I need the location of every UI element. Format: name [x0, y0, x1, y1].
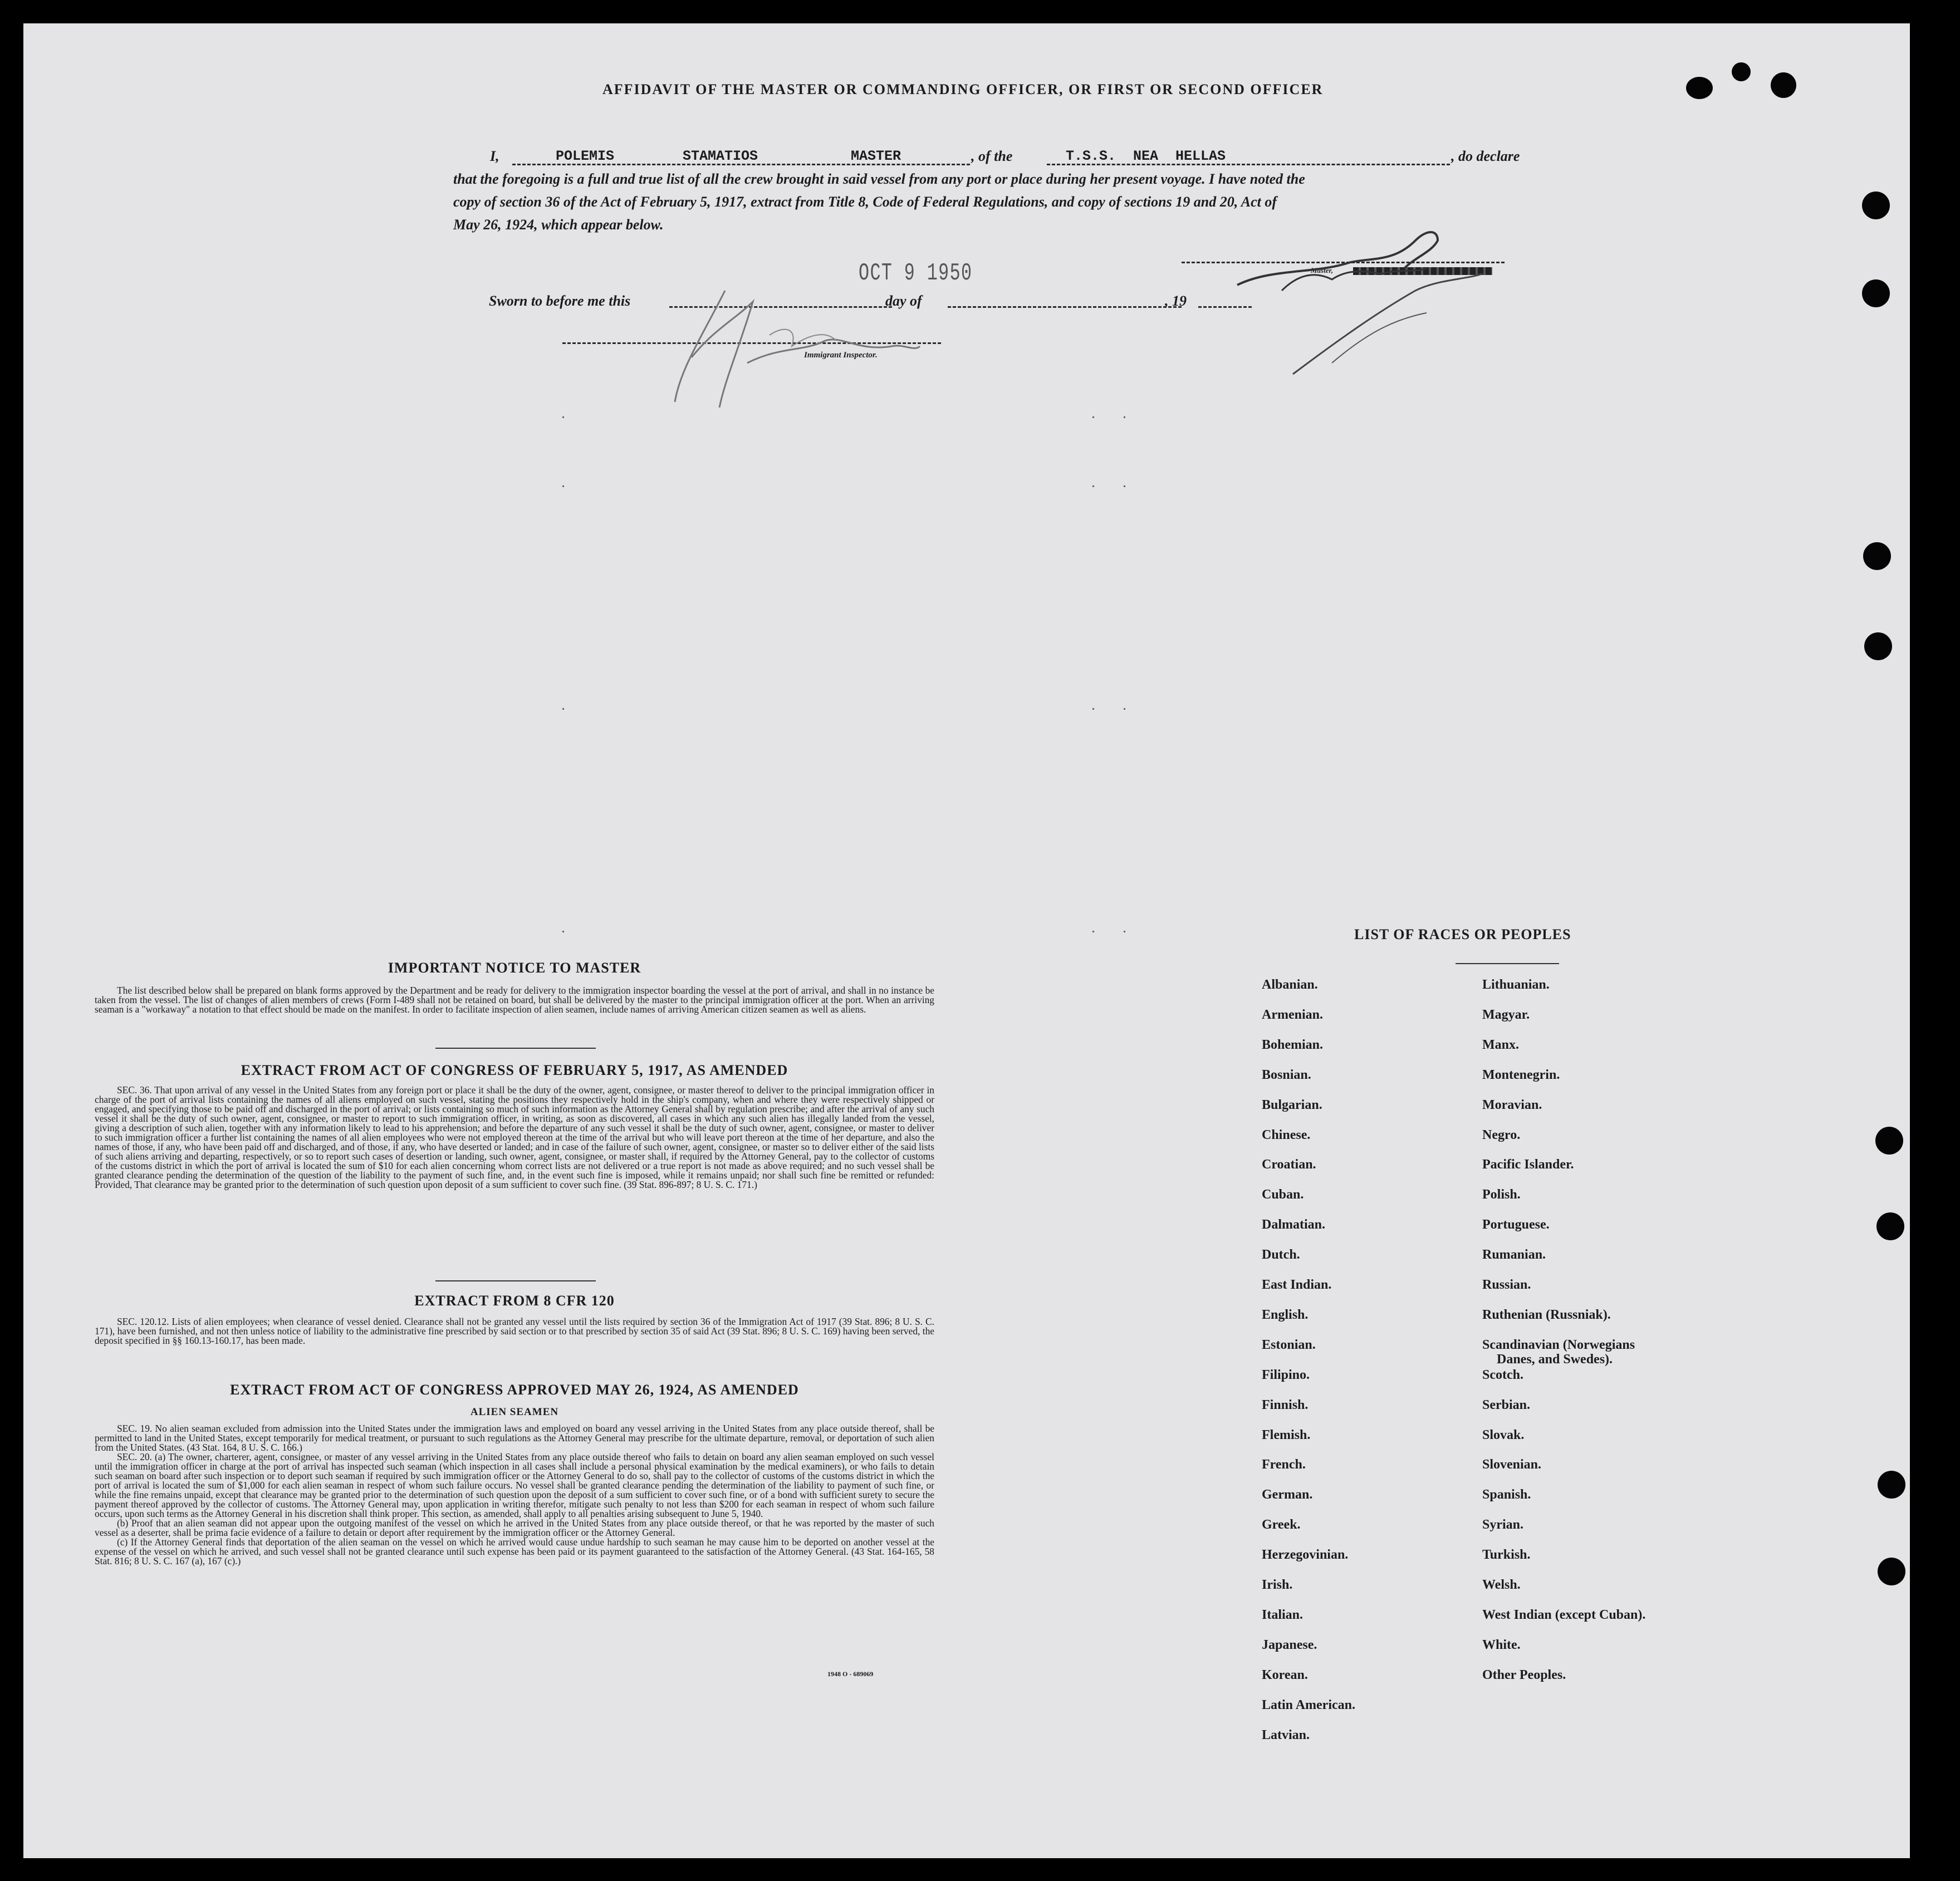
notice-paragraph: The list described below shall be prepared on blank forms approved by the Department and be ready for delivery to the immigration inspector boarding the vessel at the port of arrival, and shall in no instance be taken from the vessel. The list of changes of alien members of crews (Form I-489 shall not be retained on board, but shall be delivered by the master to the principal immigration officer at the port. When an arriving seaman is a "workaway" a notation to that effect should be made on the manifest. In order to facilitate inspection of alien seamen, include names of arriving American citizen seamen as well as aliens. [95, 985, 934, 1015]
column-mark [1092, 485, 1094, 487]
master-given-name: STAMATIOS [683, 148, 758, 164]
race-item: Danes, and Swedes). [1497, 1352, 1613, 1367]
master-rank: MASTER [851, 148, 901, 164]
race-item: Welsh. [1482, 1578, 1521, 1592]
race-item: Negro. [1482, 1127, 1521, 1142]
race-item: Lithuanian. [1482, 978, 1550, 992]
extract-cfr-title: EXTRACT FROM 8 CFR 120 [414, 1293, 615, 1309]
race-item: Dalmatian. [1262, 1217, 1325, 1232]
affidavit-line-2: that the foregoing is a full and true list of all the crew brought in said vessel from any port or place during her present voyage. I have noted the [453, 171, 1305, 187]
year-prefix: , 19 [1165, 293, 1187, 309]
punch-hole [1878, 1471, 1905, 1499]
race-item: Finnish. [1262, 1397, 1309, 1412]
race-item: Spanish. [1482, 1487, 1531, 1502]
extract-1924-title: EXTRACT FROM ACT OF CONGRESS APPROVED MAY 26, 1924, AS AMENDED [230, 1382, 799, 1398]
race-item: Turkish. [1482, 1548, 1531, 1563]
race-item: Flemish. [1262, 1427, 1311, 1442]
race-item: Russian. [1482, 1278, 1531, 1292]
race-item: Polish. [1482, 1187, 1521, 1202]
date-stamp: OCT 9 1950 [859, 259, 973, 287]
divider [435, 1048, 596, 1049]
affidavit-line-3: copy of section 36 of the Act of February 5, 1917, extract from Title 8, Code of Federal Regulations, and copy of sections 19 and 20, Act of [453, 194, 1277, 210]
race-item: Moravian. [1482, 1097, 1542, 1112]
race-item: Latin American. [1262, 1697, 1355, 1712]
race-item: Bosnian. [1262, 1067, 1311, 1082]
vessel-underline [1047, 164, 1450, 165]
race-item: Serbian. [1482, 1397, 1531, 1412]
column-mark [1124, 708, 1125, 710]
document-sheet [23, 23, 1910, 1858]
race-item: Bulgarian. [1262, 1097, 1322, 1112]
column-mark [562, 931, 564, 932]
divider [435, 1280, 596, 1281]
race-item: Greek. [1262, 1517, 1301, 1533]
punch-hole [1878, 1558, 1905, 1585]
extract-1917-title: EXTRACT FROM ACT OF CONGRESS OF FEBRUARY 5, 1917, AS AMENDED [241, 1062, 788, 1078]
column-mark [1124, 485, 1125, 487]
race-item: Korean. [1262, 1667, 1308, 1682]
extract-1917-paragraph: SEC. 36. That upon arrival of any vessel in the United States from any foreign port or place it shall be the duty of the owner, agent, consignee, or master thereof to deliver to the principal immigration officer in charge of the port of arrival lists containing the names of all aliens employed on such vessel, stating the positions they respectively hold in the ship's company, when and where they were respectively shipped or engaged, and specifying those to be paid off and discharged in the port of arrival; or lists containing so much of such information as the Attorney General shall by regulation prescribe; and after the arrival of any such vessel it shall be the duty of such owner, agent, consignee, or master to report to such immigration officer, in writing, as soon as discovered, all cases in which any such alien has illegally landed from the vessel, giving a description of such alien, together with any information likely to lead to his apprehension; and before the departure of any such vessel it shall be the duty of such owner, agent, consignee, or master to deliver to such immigration officer a further list containing the names of all alien employees who were not employed thereon at the time of the arrival but who will leave port thereon at the time of her departure, and also the names of those, if any, who have been paid off and discharged, and of those, if any, who have deserted or landed; and in case of the failure of such owner, agent, consignee, or master so to deliver either of the said lists of such aliens arriving and departing, respectively, or so to report such cases of desertion or landing, such owner, agent, consignee, or master shall, if required by the Attorney General, pay to the collector of customs of the customs district in which the port of arrival is located the sum of $10 for each alien concerning whom correct lists are not delivered or a true report is not made as above required; and no such vessel shall be granted clearance pending the determination of the question of the liability to the payment of such fine, and, in the event such fine is imposed, while it remains unpaid; nor shall such fine be remitted or refunded: Provided, That clearance may be granted prior to the determination of such question upon deposit of a sum sufficient to cover such fine. (39 Stat. 896-897; 8 U. S. C. 171.) [95, 1084, 934, 1190]
race-item: Other Peoples. [1482, 1667, 1566, 1682]
race-item: Armenian. [1262, 1007, 1323, 1022]
race-item: Japanese. [1262, 1637, 1317, 1652]
vessel-name: T.S.S. NEA HELLAS [1066, 148, 1226, 164]
races-divider [1456, 963, 1559, 964]
race-item: Cuban. [1262, 1187, 1304, 1202]
race-item: Scotch. [1482, 1367, 1523, 1382]
punch-hole [1686, 77, 1713, 99]
race-item: Magyar. [1482, 1007, 1530, 1022]
affidavit-title: AFFIDAVIT OF THE MASTER OR COMMANDING OFFICER, OR FIRST OR SECOND OFFICER [602, 81, 1324, 97]
master-signature [1204, 207, 1493, 391]
name-underline [512, 164, 970, 165]
punch-hole [1862, 279, 1890, 307]
race-item: Chinese. [1262, 1127, 1311, 1142]
day-of-label: day of [885, 293, 922, 309]
race-item: Rumanian. [1482, 1248, 1546, 1263]
punch-hole [1875, 1127, 1903, 1155]
race-item: Slovak. [1482, 1427, 1525, 1442]
i-prefix: I, [490, 148, 499, 164]
column-mark [1092, 931, 1094, 932]
race-item: Portuguese. [1482, 1217, 1550, 1232]
race-item: Manx. [1482, 1037, 1519, 1052]
punch-hole [1732, 62, 1751, 81]
extract-1917-body [95, 1086, 934, 1190]
race-item: Latvian. [1262, 1727, 1310, 1742]
extract-1924-body [95, 1424, 934, 1566]
race-item: Slovenian. [1482, 1457, 1542, 1472]
column-mark [1092, 708, 1094, 710]
race-item: West Indian (except Cuban). [1482, 1607, 1646, 1622]
race-item: English. [1262, 1307, 1309, 1322]
print-code: 1948 O - 689069 [827, 1670, 874, 1678]
column-mark [562, 416, 564, 418]
race-item: White. [1482, 1637, 1521, 1652]
sec-20b-paragraph: (b) Proof that an alien seaman did not appear upon the outgoing manifest of the vessel on which he arrived in the United States from any place outside thereof, or that he was reported by the master of such vessel as a deserter, shall be prima facie evidence of a failure to detain or deport after requirement by the immigration officer or the Attorney General. [95, 1517, 934, 1538]
affidavit-line-4: May 26, 1924, which appear below. [453, 217, 664, 233]
punch-hole [1862, 191, 1890, 219]
race-item: Scandinavian (Norwegians [1482, 1337, 1635, 1352]
race-item: Pacific Islander. [1482, 1157, 1574, 1172]
sec-20a-paragraph: SEC. 20. (a) The owner, charterer, agent, consignee, or master of any vessel arriving in the United States from any place outside thereof who fails to detain on board any alien seaman employed on such vessel until the immigration officer in charge at the port of arrival has inspected such seaman (which inspection in all cases shall include a personal physical examination by the medical examiners), or who fails to detain such seaman on board after such inspection or to deport such seaman if required by such immigration officer or the Attorney General to do so, shall pay to the collector of customs of the customs district in which the port of arrival is located the sum of $1,000 for each alien seaman in respect of whom such failure occurs. No vessel shall be granted clearance pending the determination of the liability to payment of such fine, or while the fine remains unpaid, except that clearance may be granted prior to the determination of such question upon the deposit of a sum sufficient to cover such fine, or of a bond with sufficient surety to secure the payment thereof approved by the collector of customs. The Attorney General may, upon application in writing therefor, mitigate such penalty to not less than $200 for each seaman in respect of whom such failure occurs, upon such terms as the Attorney General in his discretion shall think proper. This section, as amended, shall apply to all penalties arising subsequent to June 5, 1940. [95, 1451, 934, 1519]
race-item: Herzegovinian. [1262, 1548, 1349, 1563]
race-item: Syrian. [1482, 1517, 1524, 1533]
race-item: German. [1262, 1487, 1313, 1502]
column-mark [1092, 416, 1094, 418]
punch-hole [1863, 542, 1891, 570]
column-mark [1124, 416, 1125, 418]
races-title: LIST OF RACES OR PEOPLES [1354, 926, 1571, 942]
race-item: Montenegrin. [1482, 1067, 1560, 1082]
punch-hole [1864, 632, 1892, 660]
sworn-month-line [948, 306, 1182, 308]
inspector-label: Immigrant Inspector. [804, 351, 878, 360]
do-declare-label: , do declare [1451, 148, 1520, 164]
affidavit-line-1 [490, 145, 1537, 168]
race-item: Dutch. [1262, 1248, 1300, 1263]
race-item: Filipino. [1262, 1367, 1310, 1382]
race-item: French. [1262, 1457, 1306, 1472]
notice-title: IMPORTANT NOTICE TO MASTER [388, 960, 641, 976]
notice-body [95, 986, 934, 1014]
race-item: Croatian. [1262, 1157, 1316, 1172]
sworn-label: Sworn to before me this [489, 293, 631, 309]
race-item: Bohemian. [1262, 1037, 1324, 1052]
race-item: Estonian. [1262, 1337, 1316, 1352]
master-surname: POLEMIS [556, 148, 615, 164]
race-item: Albanian. [1262, 978, 1318, 992]
sec-19-paragraph: SEC. 19. No alien seaman excluded from admission into the United States under the immigration laws and employed on board any vessel arriving in the United States from any place outside thereof, shall be permitted to land in the United States, except temporarily for medical treatment, or pursuant to such regulations as the Attorney General may prescribe for the ultimate departure, removal, or deportation of such alien from the United States. (43 Stat. 164, 8 U. S. C. 166.) [95, 1423, 934, 1453]
punch-hole [1771, 72, 1796, 98]
extract-cfr-body [95, 1317, 934, 1345]
race-item: Irish. [1262, 1578, 1293, 1592]
race-item: Italian. [1262, 1607, 1304, 1622]
punch-hole [1876, 1212, 1904, 1240]
race-item: East Indian. [1262, 1278, 1332, 1292]
extract-cfr-paragraph: SEC. 120.12. Lists of alien employees; when clearance of vessel denied. Clearance shall not be granted any vessel until the lists required by section 36 of the Immigration Act of 1917 (39 Stat. 896; 8 U. S. C. 171), have been furnished, and not then unless notice of liability to the administrative fine prescribed by said section or to that prescribed by section 35 of said Act (39 Stat. 896; 8 U. S. C. 169) having been served, the deposit specified in §§ 160.13-160.17, has been made. [95, 1316, 934, 1346]
of-the-label: , of the [971, 148, 1013, 164]
column-mark [1124, 931, 1125, 932]
master-label: Master, [1311, 266, 1334, 274]
inspector-signature [658, 268, 948, 413]
race-item: Ruthenian (Russniak). [1482, 1307, 1611, 1322]
sec-20c-paragraph: (c) If the Attorney General finds that deportation of the alien seaman on the vessel on which he arrived would cause undue hardship to such seaman he may cause him to be deported on another vessel at the expense of the vessel on which he arrived, and such vessel shall not be granted clearance until such expense has been paid or its payment guaranteed to the satisfaction of the Attorney General. (43 Stat. 164-165, 58 Stat. 816; 8 U. S. C. 167 (a), 167 (c).) [95, 1536, 934, 1566]
column-mark [562, 708, 564, 710]
column-mark [562, 485, 564, 487]
extract-1924-subtitle: ALIEN SEAMEN [470, 1406, 559, 1418]
